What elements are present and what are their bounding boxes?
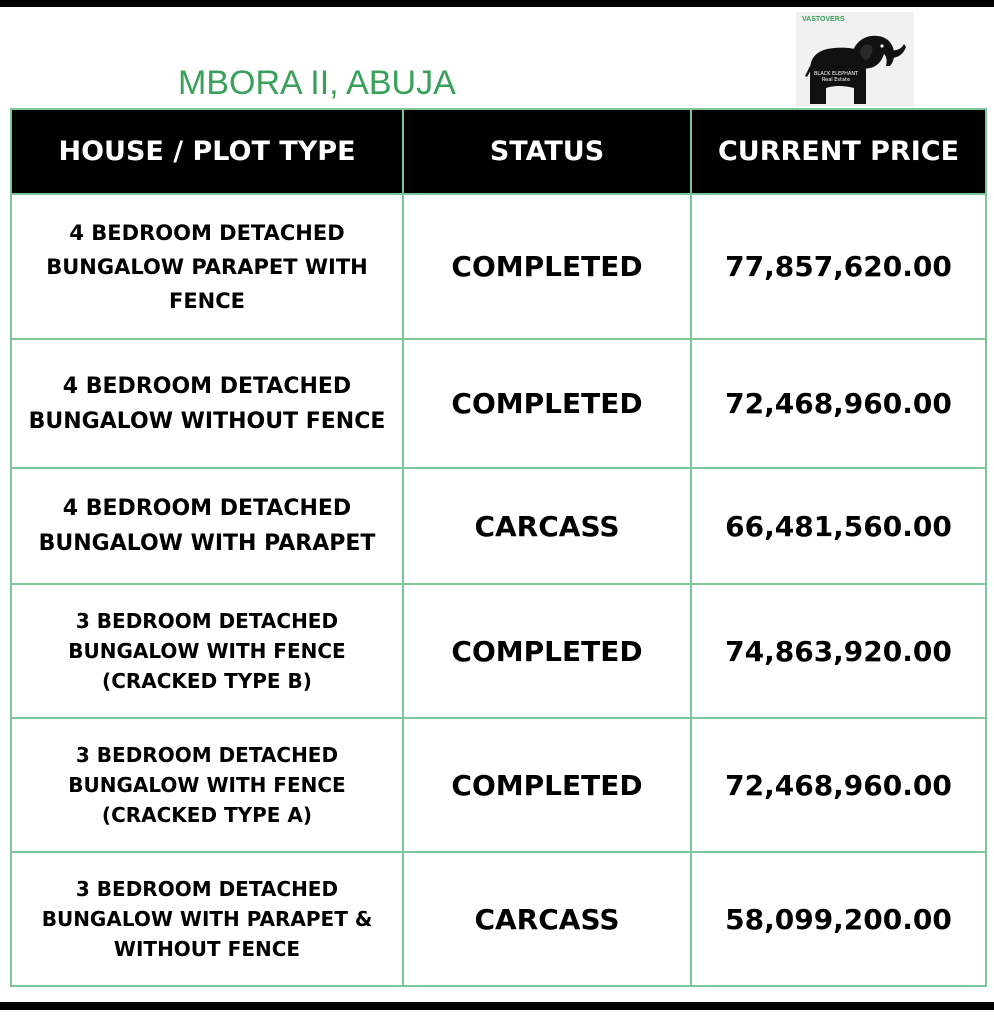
logo-name-line1: BLACK ELEPHANT (814, 71, 859, 77)
logo-name-line2: Real Estate (821, 77, 851, 83)
house-type-cell (11, 584, 403, 718)
status-cell: COMPLETED (403, 584, 691, 718)
house-type-line: BUNGALOW WITH PARAPET (38, 531, 376, 556)
house-type-cell (11, 852, 403, 986)
column-header-type: HOUSE / PLOT TYPE (11, 109, 403, 194)
house-type-line: 4 BEDROOM DETACHED (62, 373, 352, 399)
house-type-line: BUNGALOW WITH PARAPET & (41, 907, 373, 931)
house-type-line: BUNGALOW WITH FENCE (68, 773, 346, 797)
table-header-row (11, 109, 986, 194)
logo-brand-text: VASTOVERS (802, 16, 845, 23)
house-type-line: 4 BEDROOM DETACHED (69, 220, 345, 245)
house-type-line: 4 BEDROOM DETACHED (62, 496, 352, 521)
house-type-cell (11, 468, 403, 584)
price-cell: 77,857,620.00 (691, 194, 986, 339)
status-cell: COMPLETED (403, 194, 691, 339)
bottom-border-bar (0, 1002, 994, 1010)
status-cell: COMPLETED (403, 339, 691, 468)
price-table (10, 108, 987, 987)
house-type-line: BUNGALOW WITHOUT FENCE (28, 408, 386, 434)
house-type-line: (CRACKED TYPE B) (102, 669, 312, 693)
house-type-cell (11, 718, 403, 852)
top-border-bar (0, 0, 994, 7)
house-type-line: BUNGALOW WITH FENCE (68, 639, 346, 663)
company-logo (796, 12, 914, 107)
status-cell: COMPLETED (403, 718, 691, 852)
table-row (11, 584, 986, 718)
price-cell: 72,468,960.00 (691, 718, 986, 852)
house-type-line: 3 BEDROOM DETACHED (75, 609, 339, 633)
house-type-line: 3 BEDROOM DETACHED (75, 743, 339, 767)
table-row (11, 194, 986, 339)
table-row (11, 852, 986, 986)
status-cell: CARCASS (403, 852, 691, 986)
house-type-line: WITHOUT FENCE (113, 937, 301, 961)
status-cell: CARCASS (403, 468, 691, 584)
price-cell: 58,099,200.00 (691, 852, 986, 986)
elephant-icon (804, 26, 906, 106)
house-type-line: 3 BEDROOM DETACHED (75, 877, 339, 901)
column-header-status: STATUS (403, 109, 691, 194)
column-header-price: CURRENT PRICE (691, 109, 986, 194)
house-type-line: (CRACKED TYPE A) (101, 803, 313, 827)
page-title: MBORA II, ABUJA (178, 64, 456, 102)
house-type-cell (11, 339, 403, 468)
price-cell: 74,863,920.00 (691, 584, 986, 718)
table-row (11, 718, 986, 852)
house-type-line: BUNGALOW PARAPET WITH (46, 254, 368, 279)
logo-name-text (814, 71, 858, 83)
price-cell: 66,481,560.00 (691, 468, 986, 584)
house-type-line: FENCE (168, 288, 246, 313)
house-type-cell (11, 194, 403, 339)
table-row (11, 468, 986, 584)
table-row (11, 339, 986, 468)
price-cell: 72,468,960.00 (691, 339, 986, 468)
